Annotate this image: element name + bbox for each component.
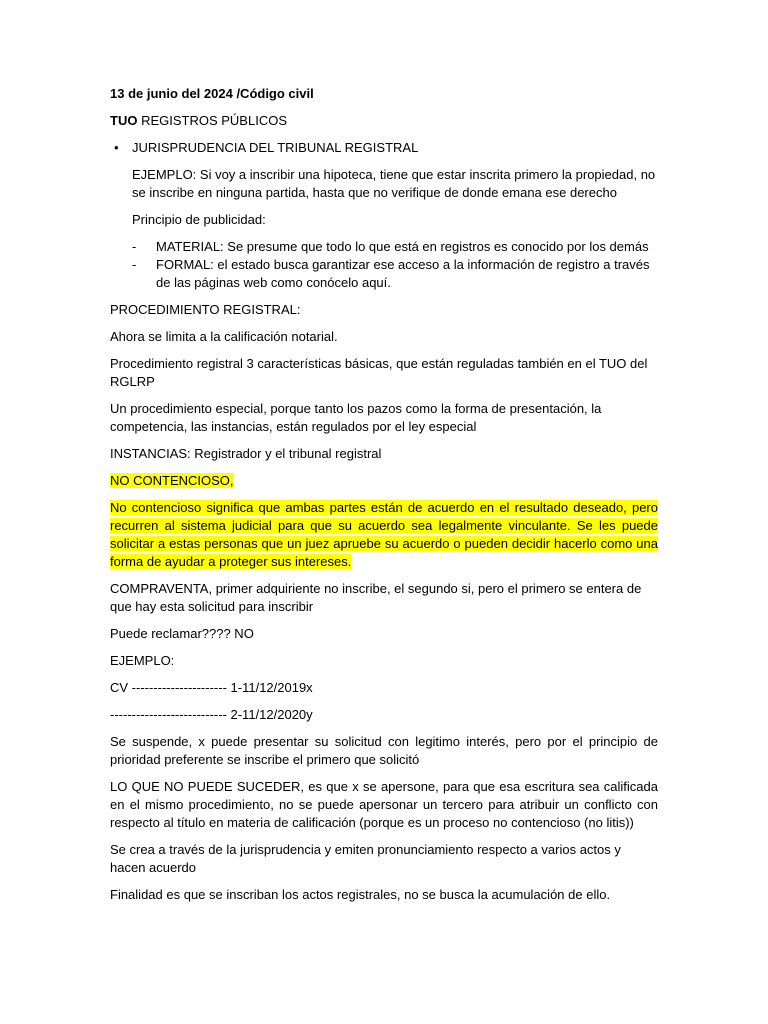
procedure-heading: PROCEDIMIENTO REGISTRAL: <box>110 302 301 317</box>
list-item-text: FORMAL: el estado busca garantizar ese acceso a la información de registro a través de las páginas web como conócelo aquí. <box>156 257 650 290</box>
paragraph-instancias: INSTANCIAS: Registrador y el tribunal registral <box>110 446 382 461</box>
publicity-principle-heading: Principio de publicidad: <box>132 212 266 227</box>
highlighted-heading: NO CONTENCIOSO, <box>110 473 234 488</box>
paragraph-reclamar: Puede reclamar???? NO <box>110 626 254 641</box>
paragraph-ahora: Ahora se limita a la calificación notarial. <box>110 329 338 344</box>
paragraph-suspende: Se suspende, x puede presentar su solicitud con legitimo interés, pero por el principio de prioridad preferente se inscribe el primero que solicitó <box>110 734 658 767</box>
no-contencioso-heading <box>110 472 658 490</box>
tuo-heading <box>110 112 658 130</box>
cv-line-1: CV ---------------------- 1-11/12/2019x <box>110 680 313 695</box>
paragraph-finalidad: Finalidad es que se inscriban los actos registrales, no se busca la acumulación de ello. <box>110 887 611 902</box>
tuo-rest-label: REGISTROS PÚBLICOS <box>137 113 287 128</box>
paragraph-caracteristicas: Procedimiento registral 3 características básicas, que están reguladas también en el TUO del RGLRP <box>110 356 648 389</box>
bullet-icon: • <box>114 140 119 155</box>
example-heading: EJEMPLO: <box>110 653 175 668</box>
page-title: 13 de junio del 2024 /Código civil <box>110 86 314 101</box>
paragraph-jurisprudencia: Se crea a través de la jurisprudencia y emiten pronunciamiento respecto a varios actos y hacen acuerdo <box>110 842 621 875</box>
list-item <box>110 238 658 256</box>
cv-line-2: --------------------------- 2-11/12/2020y <box>110 707 313 722</box>
bullet-item <box>110 139 658 157</box>
dash-marker: - <box>132 239 137 254</box>
bullet-text: JURISPRUDENCIA DEL TRIBUNAL REGISTRAL <box>132 140 419 155</box>
paragraph-compraventa: COMPRAVENTA, primer adquiriente no inscribe, el segundo si, pero el primero se entera de que hay esta solicitud para inscribir <box>110 581 642 614</box>
paragraph-no-puede: LO QUE NO PUEDE SUCEDER, es que x se apersone, para que esa escritura sea calificada en el mismo procedimiento, no se puede apersonar un tercero para atribuir un conflicto con respecto al título en materia de calificación (porque es un proceso no contencioso (no litis)) <box>110 779 658 830</box>
dash-marker: - <box>132 257 137 272</box>
no-contencioso-paragraph <box>110 499 658 571</box>
list-item-text: MATERIAL: Se presume que todo lo que está en registros es conocido por los demás <box>156 239 649 254</box>
dash-list <box>110 238 658 292</box>
list-item <box>110 256 658 292</box>
highlighted-text: No contencioso significa que ambas partes están de acuerdo en el resultado deseado, pero recurren al sistema judicial para que su acuerdo sea legalmente vinculante. Se les puede solicitar a estas personas que un juez apruebe su acuerdo o pueden decidir hacerlo como una forma de ayudar a proteger sus intereses. <box>110 500 658 569</box>
tuo-bold-label: TUO <box>110 113 138 128</box>
document-body <box>110 85 658 913</box>
paragraph-especial: Un procedimiento especial, porque tanto los pazos como la forma de presentación, la competencia, las instancias, están regulados por el ley especial <box>110 401 602 434</box>
example-paragraph: EJEMPLO: Si voy a inscribir una hipoteca, tiene que estar inscrita primero la propiedad, no se inscribe en ninguna partida, hasta que no verifique de donde emana ese derecho <box>132 167 656 200</box>
